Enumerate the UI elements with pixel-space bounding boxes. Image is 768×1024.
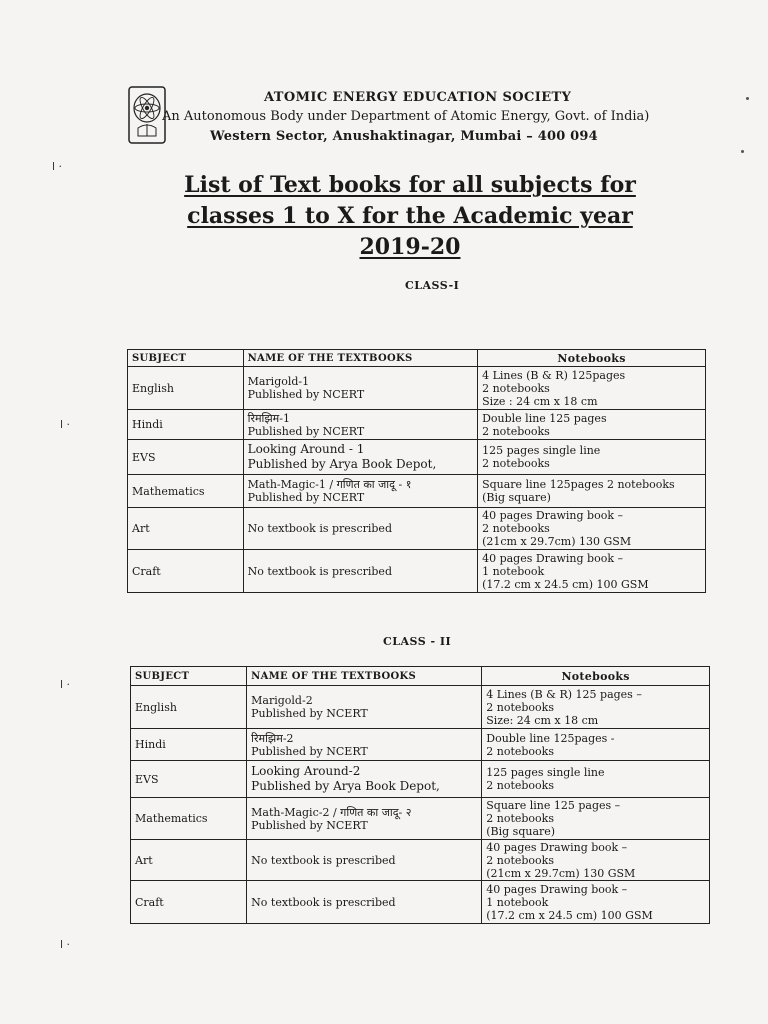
notebooks-cell bbox=[482, 881, 710, 924]
margin-mark: l · bbox=[60, 678, 71, 691]
scan-speck bbox=[741, 150, 744, 153]
notebooks-line: Double line 125pages - bbox=[486, 731, 615, 745]
textbook-line: Published by NCERT bbox=[251, 744, 368, 758]
notebooks-line: 125 pages single line bbox=[482, 444, 601, 457]
margin-mark: l · bbox=[60, 418, 71, 431]
textbook-line: No textbook is prescribed bbox=[247, 564, 392, 578]
notebooks-line: Square line 125 pages – bbox=[486, 799, 621, 812]
notebooks-line: (21cm x 29.7cm) 130 GSM bbox=[486, 866, 636, 880]
subject-cell: Mathematics bbox=[128, 475, 244, 508]
scan-speck bbox=[746, 97, 749, 100]
notebooks-cell bbox=[482, 761, 710, 798]
textbook-line: Math-Magic-1 / गणित का जादू - १ bbox=[247, 478, 412, 491]
textbook-line: Published by NCERT bbox=[247, 491, 365, 504]
notebooks-line: 2 notebooks bbox=[486, 700, 554, 714]
notebooks-cell bbox=[478, 475, 706, 508]
org-name: ATOMIC ENERGY EDUCATION SOCIETY bbox=[264, 90, 572, 105]
header-notebooks: Notebooks bbox=[478, 350, 706, 367]
notebooks-line: Double line 125 pages bbox=[482, 411, 607, 425]
notebooks-line: 2 notebooks bbox=[486, 744, 554, 758]
notebooks-cell bbox=[478, 367, 706, 410]
textbook-cell bbox=[243, 410, 477, 440]
notebooks-cell bbox=[482, 686, 710, 729]
title-line-2: classes 1 to X for the Academic year bbox=[187, 203, 633, 229]
header-subject: SUBJECT bbox=[131, 667, 247, 686]
textbook-line: Published by Arya Book Depot, bbox=[251, 779, 440, 793]
notebooks-line: (Big square) bbox=[486, 825, 556, 838]
notebooks-line: 40 pages Drawing book – bbox=[486, 882, 628, 896]
textbook-line: Marigold-2 bbox=[251, 694, 313, 707]
margin-mark: l · bbox=[60, 938, 71, 951]
org-address: Western Sector, Anushaktinagar, Mumbai – 400 094 bbox=[210, 129, 598, 144]
notebooks-line: 4 Lines (B & R) 125pages bbox=[482, 368, 626, 382]
notebooks-line: (Big square) bbox=[482, 491, 551, 504]
table-row bbox=[131, 729, 710, 761]
table-row bbox=[128, 367, 706, 410]
notebooks-line: (17.2 cm x 24.5 cm) 100 GSM bbox=[482, 577, 649, 591]
notebooks-line: 40 pages Drawing book – bbox=[482, 551, 624, 565]
notebooks-line: 1 notebook bbox=[486, 895, 549, 909]
subject-cell: Art bbox=[128, 508, 244, 550]
header-textbook: NAME OF THE TEXTBOOKS bbox=[243, 350, 477, 367]
textbook-cell bbox=[247, 798, 482, 840]
table-row bbox=[128, 475, 706, 508]
subject-cell: Craft bbox=[131, 881, 247, 924]
document-title bbox=[150, 170, 670, 263]
textbook-line: रिमझिम-1 bbox=[247, 411, 290, 425]
notebooks-line: Size: 24 cm x 18 cm bbox=[486, 713, 599, 727]
textbook-line: Published by NCERT bbox=[251, 707, 368, 720]
table-row bbox=[128, 508, 706, 550]
notebooks-line: 40 pages Drawing book – bbox=[486, 840, 628, 854]
subject-cell: Art bbox=[131, 840, 247, 881]
textbook-line: Looking Around - 1 bbox=[247, 442, 365, 456]
table-row bbox=[128, 440, 706, 475]
class-1-table bbox=[127, 349, 706, 593]
notebooks-line: Square line 125pages 2 notebooks bbox=[482, 478, 675, 491]
table-header-row bbox=[128, 350, 706, 367]
org-subtitle: An Autonomous Body under Department of Atomic Energy, Govt. of India) bbox=[162, 109, 650, 124]
class-1-label: CLASS-I bbox=[405, 279, 460, 292]
notebooks-cell bbox=[478, 410, 706, 440]
aees-emblem-icon bbox=[128, 86, 166, 144]
textbook-cell bbox=[243, 367, 477, 410]
textbook-line: Published by NCERT bbox=[247, 388, 365, 401]
subject-cell: English bbox=[128, 367, 244, 410]
title-line-3: 2019-20 bbox=[359, 234, 461, 260]
letterhead bbox=[128, 84, 688, 154]
table-row bbox=[131, 840, 710, 881]
notebooks-cell bbox=[482, 798, 710, 840]
subject-cell: EVS bbox=[131, 761, 247, 798]
subject-cell: English bbox=[131, 686, 247, 729]
notebooks-cell bbox=[482, 840, 710, 881]
notebooks-line: 2 notebooks bbox=[482, 381, 550, 395]
table-row bbox=[131, 761, 710, 798]
textbook-cell bbox=[247, 761, 482, 798]
notebooks-line: 2 notebooks bbox=[486, 812, 554, 825]
notebooks-line: (17.2 cm x 24.5 cm) 100 GSM bbox=[486, 908, 653, 922]
textbook-line: No textbook is prescribed bbox=[251, 853, 396, 867]
table-row bbox=[128, 410, 706, 440]
header-textbook: NAME OF THE TEXTBOOKS bbox=[247, 667, 482, 686]
textbook-cell bbox=[247, 840, 482, 881]
title-line-1: List of Text books for all subjects for bbox=[184, 172, 636, 198]
notebooks-cell bbox=[482, 729, 710, 761]
textbook-line: No textbook is prescribed bbox=[251, 895, 396, 909]
notebooks-line: 2 notebooks bbox=[482, 424, 550, 438]
subject-cell: Mathematics bbox=[131, 798, 247, 840]
textbook-cell bbox=[247, 881, 482, 924]
notebooks-line: Size : 24 cm x 18 cm bbox=[482, 394, 598, 408]
textbook-line: Math-Magic-2 / गणित का जादू- २ bbox=[251, 805, 412, 819]
notebooks-line: 2 notebooks bbox=[486, 853, 554, 867]
textbook-line: Looking Around-2 bbox=[251, 764, 361, 778]
textbook-cell bbox=[243, 508, 477, 550]
class-2-label: CLASS - II bbox=[383, 635, 452, 648]
notebooks-cell bbox=[478, 440, 706, 475]
subject-cell: EVS bbox=[128, 440, 244, 475]
class-2-table bbox=[130, 666, 710, 924]
textbook-cell bbox=[243, 440, 477, 475]
notebooks-line: 2 notebooks bbox=[486, 779, 554, 792]
margin-mark: l · bbox=[52, 160, 63, 173]
table-row bbox=[131, 686, 710, 729]
notebooks-cell bbox=[478, 550, 706, 593]
notebooks-line: 2 notebooks bbox=[482, 457, 550, 470]
subject-cell: Hindi bbox=[128, 410, 244, 440]
table-header-row bbox=[131, 667, 710, 686]
textbook-cell bbox=[243, 550, 477, 593]
header-notebooks: Notebooks bbox=[482, 667, 710, 686]
textbook-cell bbox=[243, 475, 477, 508]
notebooks-line: 1 notebook bbox=[482, 564, 545, 578]
notebooks-line: (21cm x 29.7cm) 130 GSM bbox=[482, 535, 632, 548]
textbook-line: Published by Arya Book Depot, bbox=[247, 457, 437, 471]
textbook-cell bbox=[247, 729, 482, 761]
textbook-line: रिमझिम-2 bbox=[251, 731, 294, 745]
textbook-line: No textbook is prescribed bbox=[247, 522, 392, 535]
table-row bbox=[131, 881, 710, 924]
notebooks-line: 2 notebooks bbox=[482, 522, 550, 535]
notebooks-cell bbox=[478, 508, 706, 550]
subject-cell: Craft bbox=[128, 550, 244, 593]
table-row bbox=[128, 550, 706, 593]
notebooks-line: 40 pages Drawing book – bbox=[482, 509, 624, 522]
textbook-line: Published by NCERT bbox=[247, 424, 365, 438]
header-subject: SUBJECT bbox=[128, 350, 244, 367]
table-row bbox=[131, 798, 710, 840]
subject-cell: Hindi bbox=[131, 729, 247, 761]
notebooks-line: 125 pages single line bbox=[486, 766, 605, 779]
textbook-cell bbox=[247, 686, 482, 729]
textbook-line: Published by NCERT bbox=[251, 818, 368, 832]
textbook-line: Marigold-1 bbox=[247, 375, 310, 388]
notebooks-line: 4 Lines (B & R) 125 pages – bbox=[486, 687, 642, 701]
